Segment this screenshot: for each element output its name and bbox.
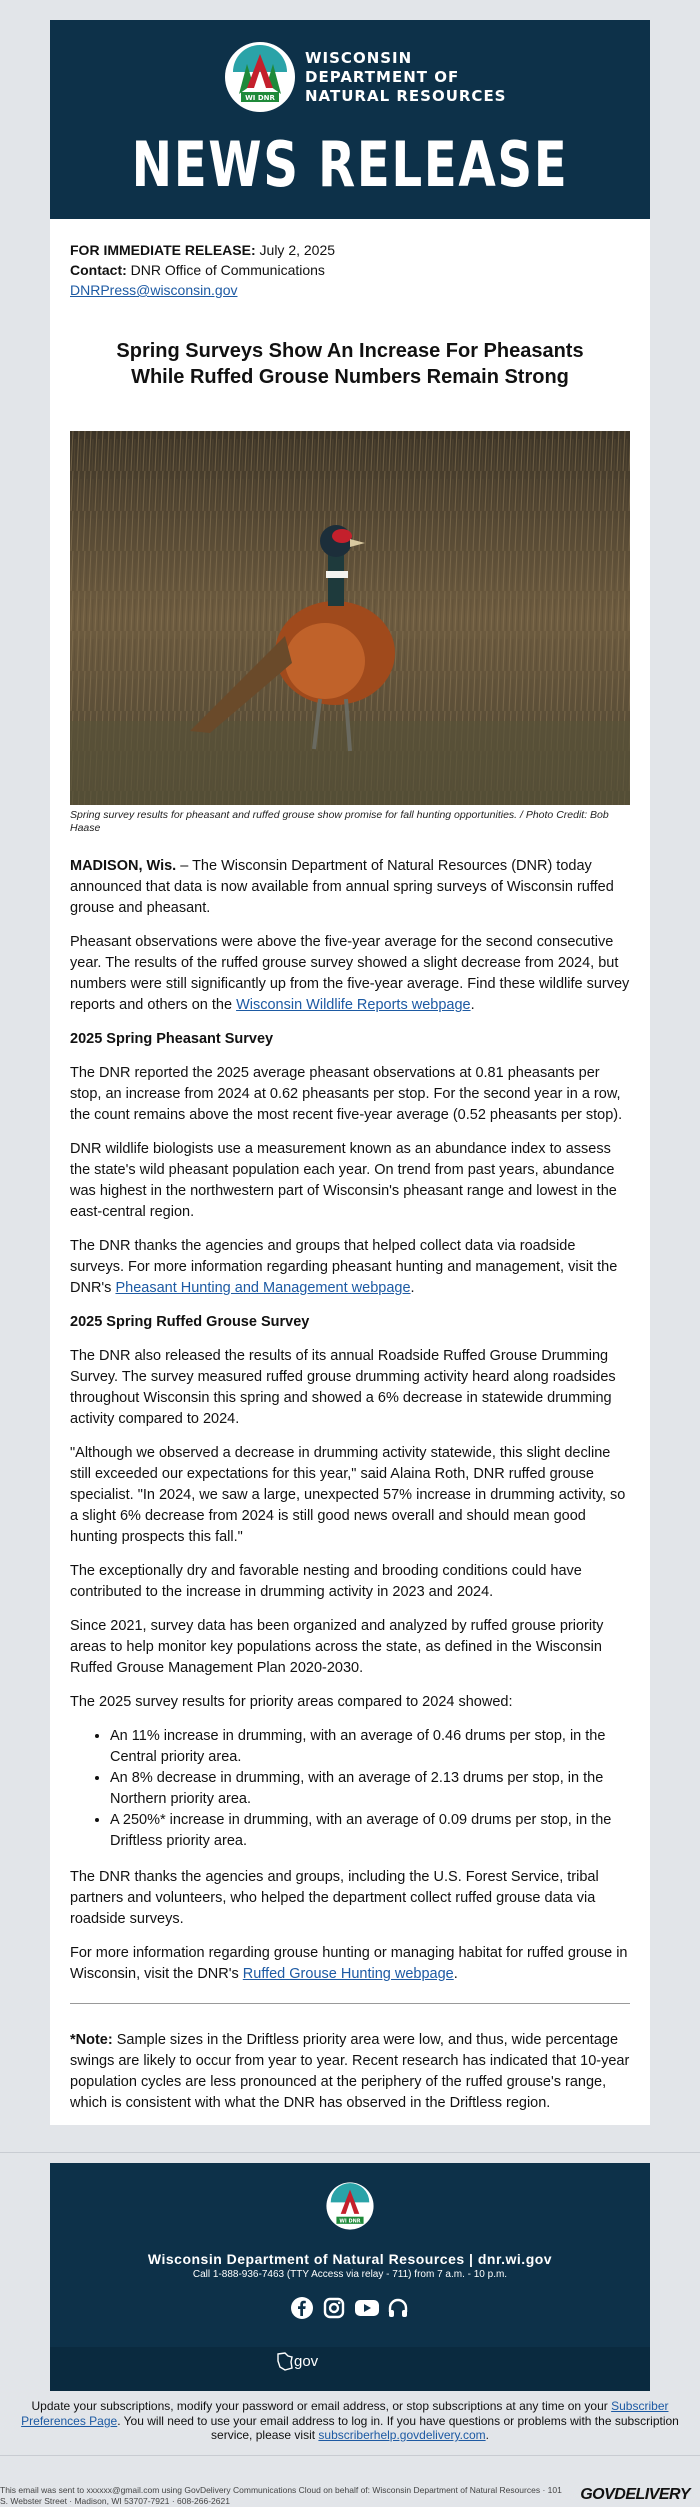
- instagram-icon[interactable]: [322, 2296, 346, 2320]
- photo-caption: Spring survey results for pheasant and ruffed grouse show promise for fall hunting opportunities. / Photo Credit: Bob Haase: [70, 809, 609, 834]
- dnr-logo-text: WI DNR: [245, 94, 275, 102]
- social-links: [50, 2296, 650, 2320]
- pheasant-survey-heading: 2025 Spring Pheasant Survey: [70, 1031, 274, 1047]
- list-item: • An 11% increase in drumming, with an average of 0.46 drums per stop, in the Central priority area.: [110, 1726, 630, 1768]
- p5-text: The DNR thanks the agencies and groups that helped collect data via roadside surveys. For more information regarding pheasant hunting and management, visit the DNR's: [70, 1238, 618, 1296]
- grouse-hunting-link[interactable]: Ruffed Grouse Hunting webpage: [242, 1966, 454, 1982]
- paragraph-7: "Although we observed a decrease in drumming activity statewide, this slight decline still exceeded our expectations for this year," said Alaina Roth, DNR ruffed grouse specialist. "In 2024, we saw a large, unexpected 57% increase in drumming activity, so a slight 6% decrease from 2024 is still good news overall and should mean good hunting prospects this fall.": [70, 1445, 626, 1545]
- agency-line-3: NATURAL RESOURCES: [305, 86, 507, 105]
- manage-text-3: .: [485, 2428, 489, 2442]
- sender-info: This email was sent to xxxxxx@gmail.com using GovDelivery Communications Cloud on behalf of: Wisconsin Department of Natural Resources · 101 S. Webster Street · Madison, WI 53707-7921 · 608-266-2621: [0, 2485, 562, 2506]
- facebook-icon[interactable]: [290, 2296, 314, 2320]
- paragraph-4: DNR wildlife biologists use a measurement known as an abundance index to assess the state's wild pheasant population each year. On trend from past years, abundance was highest in the northwestern part of Wisconsin's pheasant range and lowest in the east-central region.: [70, 1141, 617, 1220]
- press-email-link[interactable]: DNRPress@wisconsin.gov: [70, 282, 238, 298]
- wisconsin-gov-logo: [276, 2352, 318, 2372]
- list-item: • A 250%* increase in drumming, with an average of 0.09 drums per stop, in the Driftless priority area.: [110, 1810, 630, 1852]
- contact-label: Contact:: [70, 262, 127, 278]
- footer-dnr-logo-icon: [325, 2181, 375, 2236]
- agency-line-1: WISCONSIN: [305, 48, 413, 67]
- podcast-icon[interactable]: [386, 2296, 410, 2320]
- release-label: FOR IMMEDIATE RELEASE:: [70, 242, 256, 258]
- paragraph-2: Pheasant observations were above the five-year average for the second consecutive year. The results of the ruffed grouse survey showed a slight decrease from 2024, but numbers were still significantly up from the five-year average. Find these wildlife survey reports and others on the Wisconsin Wildlife Reports webpage.: [70, 934, 630, 1013]
- note-text: Sample sizes in the Driftless priority area were low, and thus, wide percentage swings are likely to occur from year to year. Recent research has indicated that 10-year population cycles are less pronounced at the periphery of the ruffed grouse's range, which is consistent with what the DNR has observed in the Driftless region.: [70, 2032, 630, 2111]
- paragraph-11: The DNR thanks the agencies and groups, including the U.S. Forest Service, tribal partners and volunteers, who helped the department collect ruffed grouse data via roadside surveys.: [70, 1869, 599, 1927]
- agency-name: [305, 49, 507, 106]
- manage-text-2: . You will need to use your email address to log in. If you have questions or problems with the subscription service, please visit: [117, 2413, 679, 2442]
- wildlife-reports-link[interactable]: Wisconsin Wildlife Reports webpage: [236, 997, 471, 1013]
- news-release-title: NEWS RELEASE: [131, 128, 569, 201]
- release-body: [70, 856, 630, 2114]
- footer-phone: Call 1-888-936-7463 (TTY Access via relay - 711) from 7 a.m. - 10 p.m.: [192, 2269, 508, 2280]
- release-date: July 2, 2025: [255, 242, 336, 258]
- paragraph-9: Since 2021, survey data has been organized and analyzed by ruffed grouse priority areas to help monitor key populations across the state, as defined in the Wisconsin Ruffed Grouse Management Plan 2020-2030.: [70, 1618, 604, 1676]
- list-item: • An 8% decrease in drumming, with an average of 2.13 drums per stop, in the Northern priority area.: [110, 1768, 630, 1810]
- paragraph-intro: [70, 856, 630, 919]
- divider: [70, 2003, 630, 2004]
- email-card: [50, 20, 650, 2125]
- paragraph-3: The DNR reported the 2025 average pheasant observations at 0.81 pheasants per stop, an increase from 2024 at 0.62 pheasants per stop. For the second year in a row, the count remains above the most recent five-year average (0.52 pheasants per stop).: [70, 1065, 623, 1123]
- bottom-divider: [0, 2455, 700, 2456]
- release-content: [50, 219, 650, 2114]
- dnr-logo: [225, 42, 507, 112]
- contact-value: DNR Office of Communications: [126, 262, 325, 278]
- pheasant-hunting-link[interactable]: Pheasant Hunting and Management webpage: [115, 1280, 411, 1296]
- grouse-survey-heading: 2025 Spring Ruffed Grouse Survey: [70, 1314, 310, 1330]
- footer-logo-text: WI DNR: [339, 2218, 361, 2225]
- paragraph-10: The 2025 survey results for priority areas compared to 2024 showed:: [70, 1694, 513, 1710]
- headline: Spring Surveys Show An Increase For Pheasants While Ruffed Grouse Numbers Remain Strong: [116, 340, 584, 388]
- paragraph-8: The exceptionally dry and favorable nesting and brooding conditions could have contributed to the increase in drumming activity in 2023 and 2024.: [70, 1563, 582, 1600]
- dnr-logo-icon: [225, 42, 295, 112]
- pheasant-photo: [70, 431, 630, 805]
- gov-logo-text: gov: [294, 2352, 319, 2370]
- subscriber-preferences-link[interactable]: Subscriber Preferences Page: [21, 2399, 669, 2428]
- subscriber-help-link[interactable]: subscriberhelp.govdelivery.com: [318, 2428, 486, 2442]
- agency-line-2: DEPARTMENT OF: [305, 67, 460, 86]
- paragraph-5: The DNR thanks the agencies and groups that helped collect data via roadside surveys. For more information regarding pheasant hunting and management, visit the DNR's Pheasant Hunting and Management webpage.: [70, 1238, 618, 1296]
- gov-strip: [50, 2347, 650, 2391]
- govdelivery-logo: GOVDELIVERY: [580, 2486, 690, 2503]
- manage-text-1: Update your subscriptions, modify your password or email address, or stop subscriptions at any time on your: [31, 2399, 612, 2413]
- intro-text: – The Wisconsin Department of Natural Resources (DNR) today announced that data is now available from annual spring surveys of Wisconsin ruffed grouse and pheasant.: [70, 858, 614, 916]
- news-header: [50, 20, 650, 219]
- paragraph-12: For more information regarding grouse hunting or managing habitat for ruffed grouse in Wisconsin, visit the DNR's Ruffed Grouse Hunting webpage.: [70, 1945, 628, 1982]
- dateline: MADISON, Wis.: [70, 858, 177, 874]
- release-meta: [70, 240, 630, 300]
- paragraph-6: The DNR also released the results of its annual Roadside Ruffed Grouse Drumming Survey. The survey measured ruffed grouse drumming activity heard along roadsides throughout Wisconsin this spring and showed a 6% decrease in statewide drumming activity compared to 2024.: [70, 1348, 616, 1427]
- footer-title: Wisconsin Department of Natural Resources | dnr.wi.gov: [147, 2251, 553, 2267]
- subscription-text: [20, 2399, 680, 2443]
- footer-divider: [0, 2152, 700, 2153]
- note-paragraph: [70, 2030, 630, 2114]
- p12-text: For more information regarding grouse hunting or managing habitat for ruffed grouse in Wisconsin, visit the DNR's: [70, 1945, 628, 1982]
- p2-text: Pheasant observations were above the five-year average for the second consecutive year. The results of the ruffed grouse survey showed a slight decrease from 2024, but numbers were still significantly up from the five-year average. Find these wildlife survey reports and others on the: [70, 934, 630, 1013]
- wisconsin-map-icon: [276, 2352, 294, 2372]
- note-label: *Note:: [70, 2032, 113, 2048]
- priority-area-list: [70, 1726, 630, 1852]
- youtube-icon[interactable]: [354, 2296, 378, 2320]
